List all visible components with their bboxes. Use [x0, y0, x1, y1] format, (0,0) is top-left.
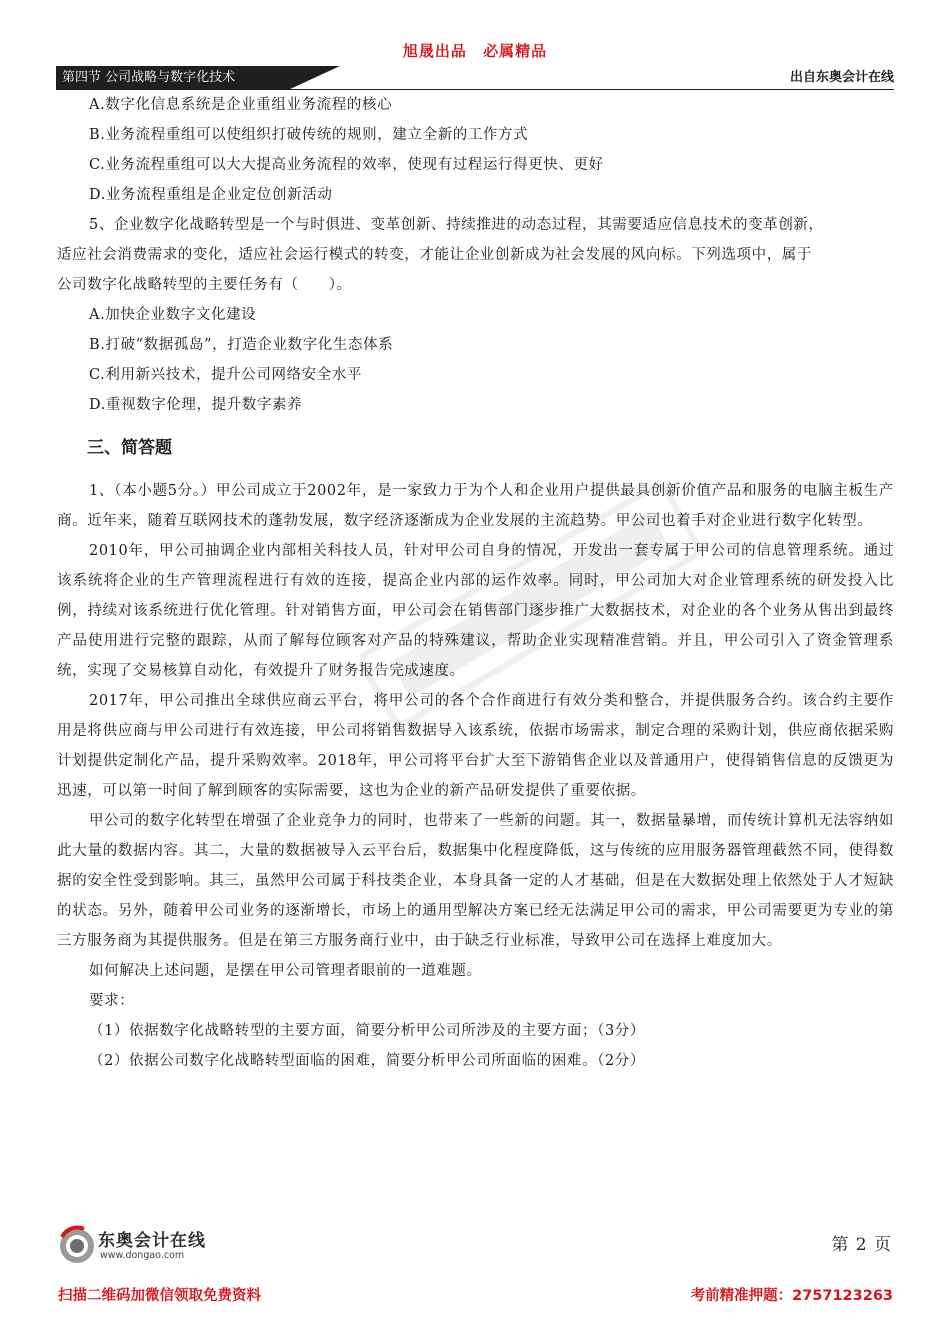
requirements-label: 要求：	[89, 993, 135, 1009]
q5-option-d: D.重视数字伦理，提升数字素养	[89, 397, 303, 413]
requirement-2: （2）依据公司数字化战略转型面临的困难，简要分析甲公司所面临的困难。（2分）	[89, 1053, 645, 1069]
q4-option-c: C.业务流程重组可以大大提高业务流程的效率，使现有过程运行得更快、更好	[89, 157, 604, 173]
q4-option-d: D.业务流程重组是企业定位创新活动	[89, 187, 333, 203]
section-tab-tip	[288, 66, 340, 90]
case-paragraph-2017: 2017年，甲公司推出全球供应商云平台，将甲公司的各个合作商进行有效分类和整合，并提供服务合约。该合约主要作用是将供应商与甲公司进行有效连接，甲公司将销售数据导入该系统，依据市场需求，制定合理的采购计划，供应商依据采购计划提供定制化产品，提升采购效率。2018年，甲公司将平台扩大至下游销售企业以及普通用户，使得销售信息的反馈更为迅速，可以第一时间了解到顾客的实际需要，这也为企业的新产品研发提供了重要依据。	[57, 693, 894, 799]
page-header	[56, 66, 894, 90]
footer-logo	[58, 1223, 258, 1267]
q5-option-b: B.打破“数据孤岛”，打造企业数字化生态体系	[89, 337, 394, 353]
case-paragraph-intro: 1、（本小题5分。）甲公司成立于2002年，是一家致力于为个人和企业用户提供最具创新价值产品和服务的电脑主板生产商。近年来，随着互联网技术的蓬勃发展，数字经济逐渐成为企业发展的主流趋势。甲公司也着手对企业进行数字化转型。	[57, 483, 894, 529]
case-paragraph-2010: 2010年，甲公司抽调企业内部相关科技人员，针对甲公司自身的情况，开发出一套专属于甲公司的信息管理系统。通过该系统将企业的生产管理流程进行有效的连接，提高企业内部的运作效率。同时，甲公司加大对企业管理系统的研发投入比例，持续对该系统进行优化管理。针对销售方面，甲公司会在销售部门逐步推广大数据技术，对企业的各个业务从售出到最终产品使用进行完整的跟踪，从而了解每位顾客对产品的特殊建议，帮助企业实现精准营销。并且，甲公司引入了资金管理系统，实现了交易核算自动化，有效提升了财务报告完成速度。	[57, 543, 894, 679]
logo-url: www.dongao.com	[100, 1250, 185, 1261]
q5-stem-line-2: 适应社会消费需求的变化，适应社会运行模式的转变，才能让企业创新成为社会发展的风向标。下列选项中，属于	[57, 247, 812, 263]
top-banner: 旭晟出品 必属精品	[402, 42, 548, 60]
q4-option-b: B.业务流程重组可以使组织打破传统的规则，建立全新的工作方式	[89, 127, 529, 143]
requirement-1: （1）依据数字化战略转型的主要方面，简要分析甲公司所涉及的主要方面；（3分）	[89, 1023, 645, 1039]
footer-right-note: 考前精准押题：2757123263	[690, 1288, 893, 1304]
q5-stem-line-1: 5、企业数字化战略转型是一个与时俱进、变革创新、持续推进的动态过程，其需要适应信息技术的变革创新，	[89, 217, 824, 233]
case-paragraph-question: 如何解决上述问题，是摆在甲公司管理者眼前的一道难题。	[89, 963, 482, 979]
dongao-logo-icon	[58, 1225, 96, 1265]
page-number: 第 2 页	[831, 1235, 892, 1255]
header-source: 出自东奥会计在线	[789, 70, 894, 85]
logo-name: 东奥会计在线	[98, 1231, 206, 1251]
q5-option-c: C.利用新兴技术，提升公司网络安全水平	[89, 367, 363, 383]
q5-stem-line-3: 公司数字化战略转型的主要任务有（ ）。	[57, 277, 352, 293]
case-paragraph-problems: 甲公司的数字化转型在增强了企业竞争力的同时，也带来了一些新的问题。其一，数据量暴增，而传统计算机无法容纳如此大量的数据内容。其二，大量的数据被导入云平台后，数据集中化程度降低，这与传统的应用服务器管理截然不同，使得数据的安全性受到影响。其三，虽然甲公司属于科技类企业，本身具备一定的人才基础，但是在大数据处理上依然处于人才短缺的状态。另外，随着甲公司业务的逐渐增长，市场上的通用型解决方案已经无法满足甲公司的需求，甲公司需要更为专业的第三方服务商为其提供服务。但是在第三方服务商行业中，由于缺乏行业标准，导致甲公司在选择上难度加大。	[57, 813, 894, 949]
section-heading: 三、简答题	[87, 438, 172, 458]
section-tab: 第四节 公司战略与数字化技术	[56, 66, 288, 90]
q4-option-a: A.数字化信息系统是企业重组业务流程的核心	[89, 97, 393, 113]
footer-left-note: 扫描二维码加微信领取免费资料	[58, 1288, 261, 1304]
document-body	[57, 90, 894, 1076]
q5-option-a: A.加快企业数字文化建设	[89, 307, 257, 323]
